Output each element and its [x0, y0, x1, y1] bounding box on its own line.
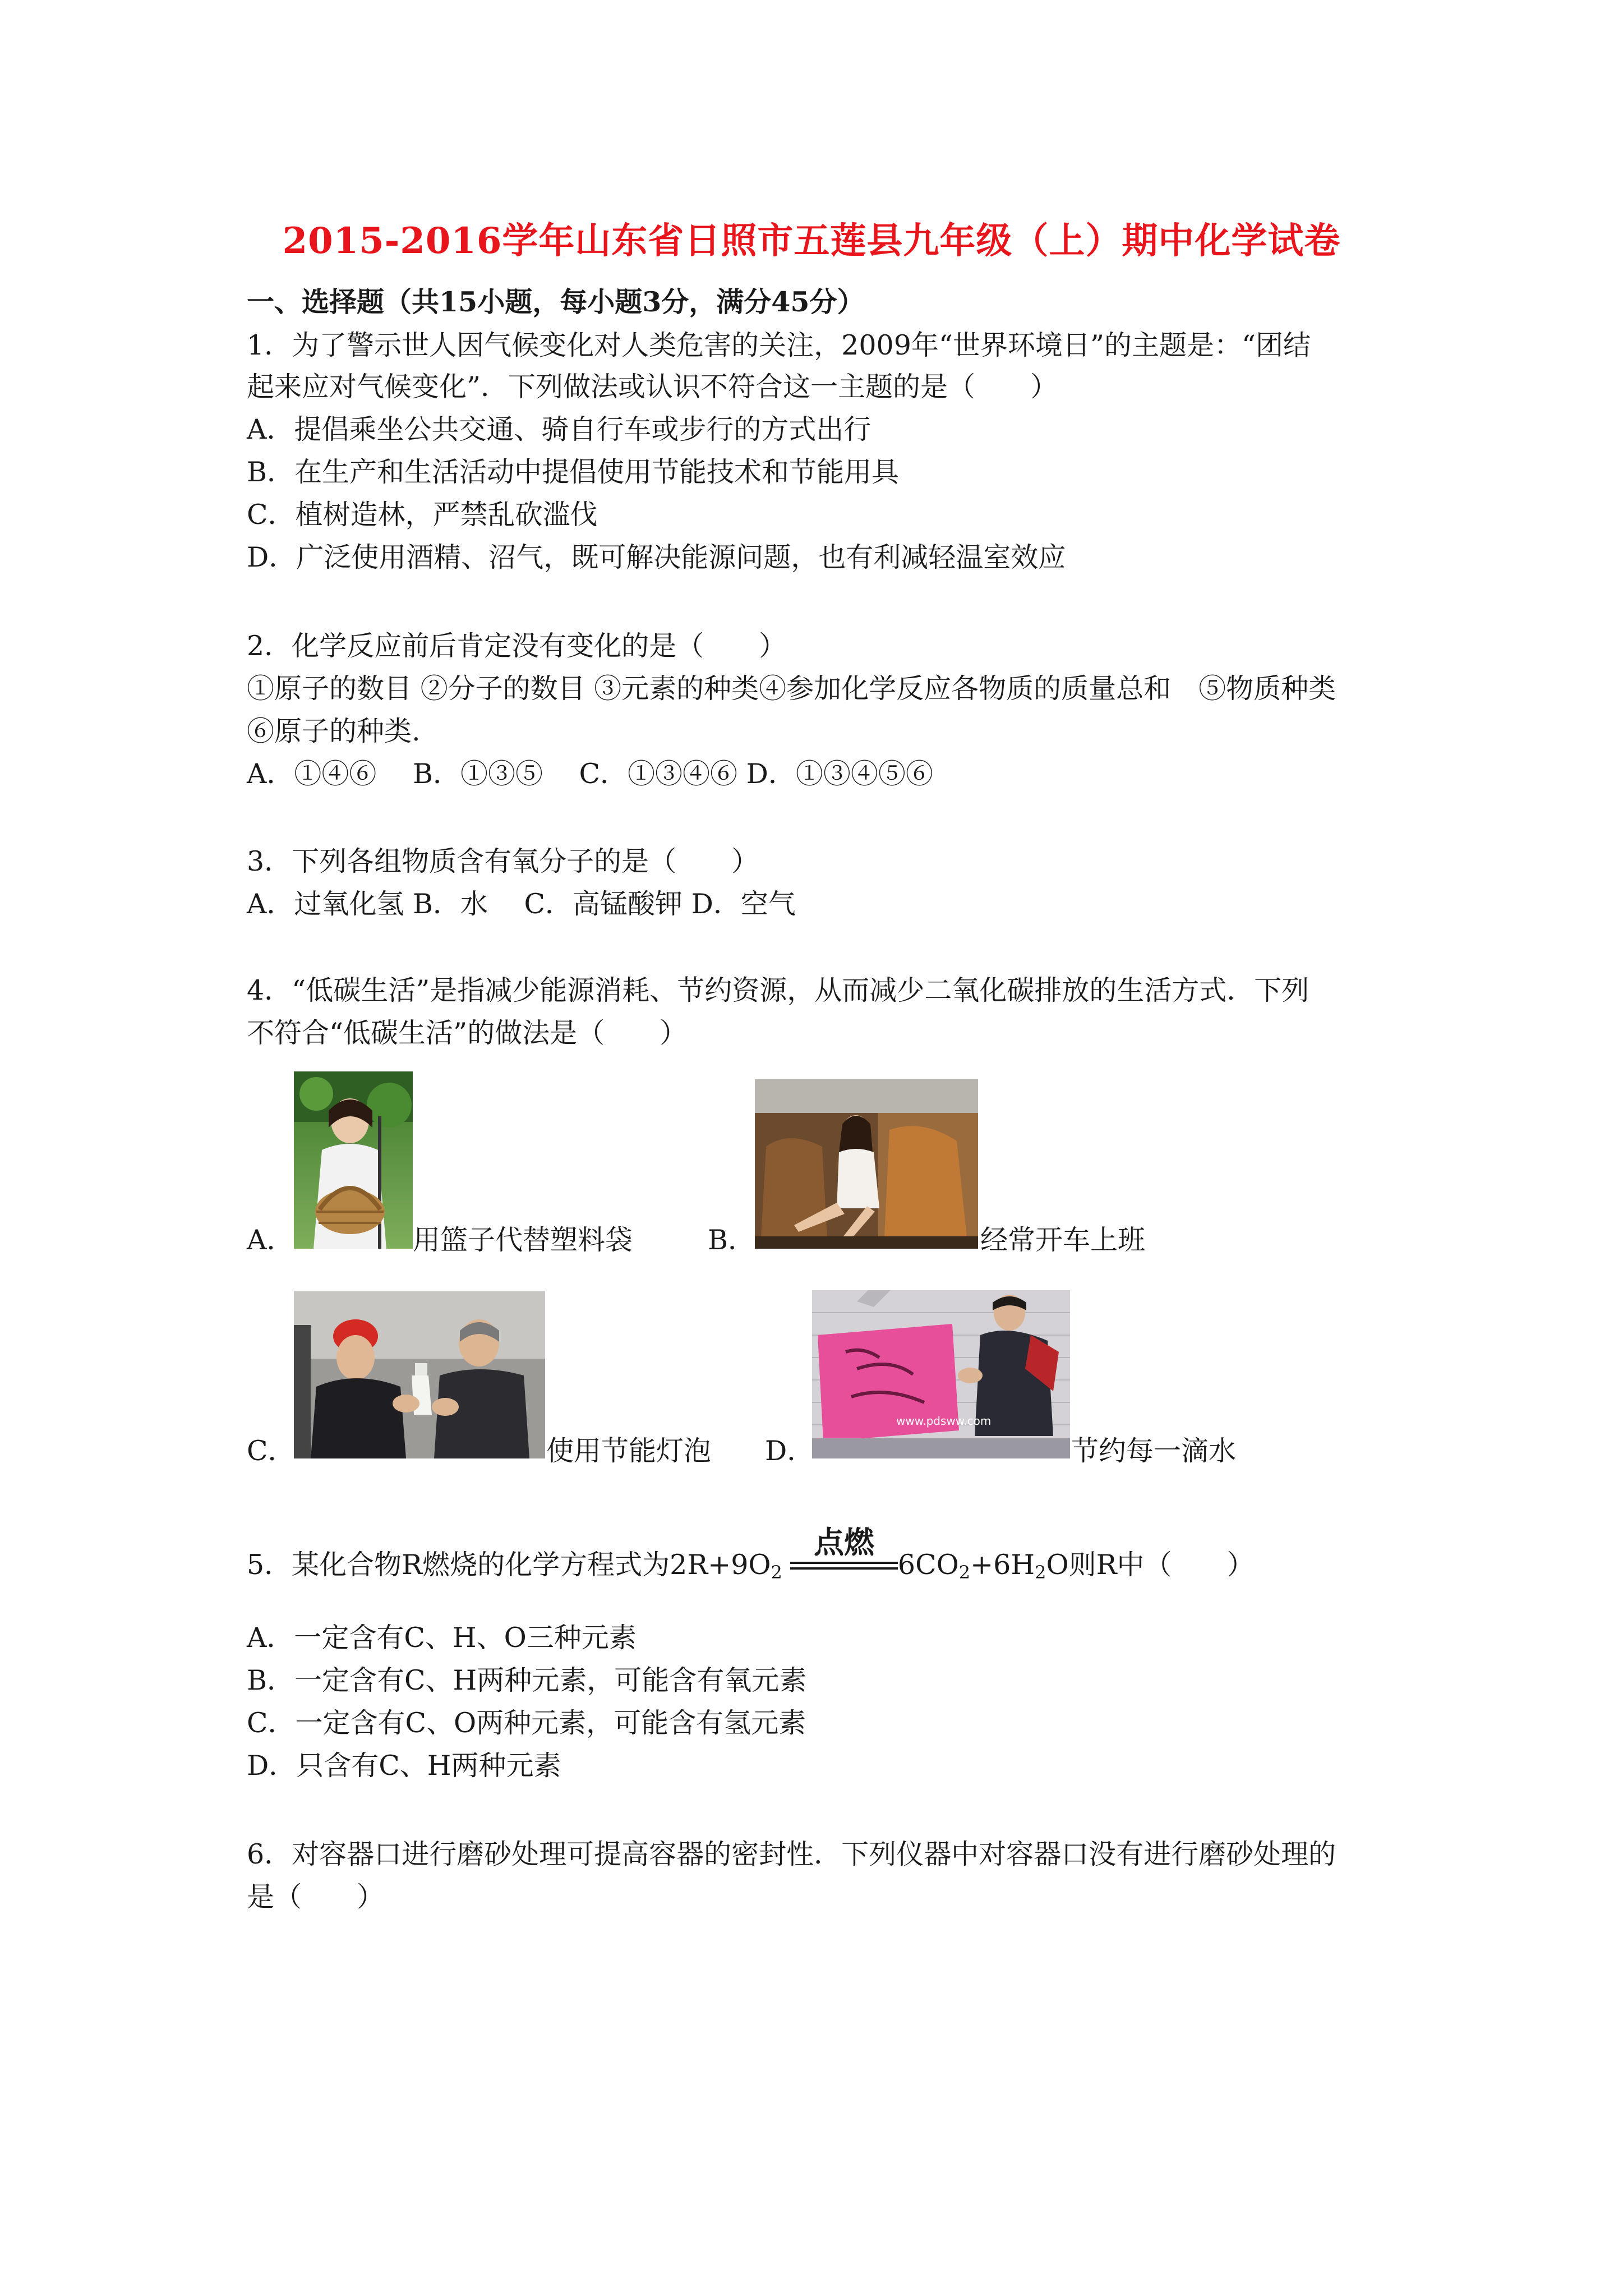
q5-product-h: +6H [970, 1549, 1035, 1581]
q4-option-b-letter: B． [708, 1224, 756, 1256]
q2-options: A．①④⑥ B．①③⑤ C．①③④⑥ D．①③④⑤⑥ [247, 758, 933, 790]
photo-bulb [294, 1291, 545, 1458]
q5-option-b: B．一定含有C、H两种元素，可能含有氧元素 [247, 1664, 807, 1696]
photo-water-sign [812, 1290, 1070, 1458]
q5-sub-co2: 2 [958, 1562, 971, 1583]
q6-stem-line1: 6．对容器口进行磨砂处理可提高容器的密封性．下列仪器中对容器口没有进行磨砂处理的 [247, 1838, 1336, 1870]
q5-prefix: 5．某化合物R燃烧的化学方程式为2R+9O [247, 1549, 771, 1581]
q1-stem-line2: 起来应对气候变化”．下列做法或认识不符合这一主题的是（ ） [247, 371, 1058, 403]
equals-bar-bottom [790, 1567, 898, 1570]
photo-basket [294, 1071, 413, 1249]
q5-option-a: A．一定含有C、H、O三种元素 [247, 1622, 637, 1654]
q5-sub-h2: 2 [1035, 1562, 1046, 1583]
q4-option-c-caption: 使用节能灯泡 [546, 1435, 712, 1467]
q4-stem-line2: 不符合“低碳生活”的做法是（ ） [247, 1017, 688, 1049]
q5-option-d: D．只含有C、H两种元素 [247, 1750, 561, 1782]
q5-product-co: 6CO [897, 1549, 959, 1581]
q5-option-c: C．一定含有C、O两种元素，可能含有氢元素 [247, 1707, 806, 1739]
q4-option-d-letter: D． [765, 1435, 815, 1467]
q2-stem-line3: ⑥原子的种类. [247, 715, 421, 747]
q3-stem: 3．下列各组物质含有氧分子的是（ ） [247, 845, 759, 877]
section-heading: 一、选择题（共15小题，每小题3分，满分45分） [247, 286, 865, 318]
photo-car [755, 1079, 978, 1249]
q4-option-c-letter: C． [247, 1435, 296, 1467]
q1-stem-line1: 1．为了警示世人因气候变化对人类危害的关注，2009年“世界环境日”的主题是：“团结 [247, 329, 1311, 361]
reaction-condition-arrow [788, 1527, 900, 1577]
page-title: 2015-2016学年山东省日照市五莲县九年级（上）期中化学试卷 [282, 220, 1341, 262]
equals-bar-top [790, 1562, 898, 1564]
q5-equation-line [247, 1548, 1255, 1589]
q1-option-c: C．植树造林，严禁乱砍滥伐 [247, 499, 598, 531]
q6-stem-line2: 是（ ） [247, 1881, 385, 1913]
reaction-condition: 点燃 [814, 1525, 874, 1560]
q4-option-d-caption: 节约每一滴水 [1071, 1435, 1237, 1467]
q2-stem-line2: ①原子的数目 ②分子的数目 ③元素的种类④参加化学反应各物质的质量总和 ⑤物质种类 [247, 673, 1336, 705]
q1-option-d: D．广泛使用酒精、沼气，既可解决能源问题，也有利减轻温室效应 [247, 541, 1066, 573]
q1-option-a: A．提倡乘坐公共交通、骑自行车或步行的方式出行 [247, 413, 872, 445]
q4-option-b-caption: 经常开车上班 [980, 1224, 1146, 1256]
q4-stem-line1: 4．“低碳生活”是指减少能源消耗、节约资源，从而减少二氧化碳排放的生活方式．下列 [247, 974, 1310, 1006]
photo-watermark: www.pdsww.com [896, 1414, 992, 1428]
q5-suffix: O则R中（ ） [1046, 1549, 1255, 1581]
q5-sub-o2: 2 [771, 1562, 782, 1583]
q1-option-b: B．在生产和生活活动中提倡使用节能技术和节能用具 [247, 456, 900, 488]
q2-stem-line1: 2．化学反应前后肯定没有变化的是（ ） [247, 630, 787, 662]
q3-options: A．过氧化氢 B．水 C．高锰酸钾 D．空气 [247, 888, 796, 920]
q4-option-a-caption: 用篮子代替塑料袋 [413, 1224, 633, 1256]
q4-option-a-letter: A． [247, 1224, 294, 1256]
